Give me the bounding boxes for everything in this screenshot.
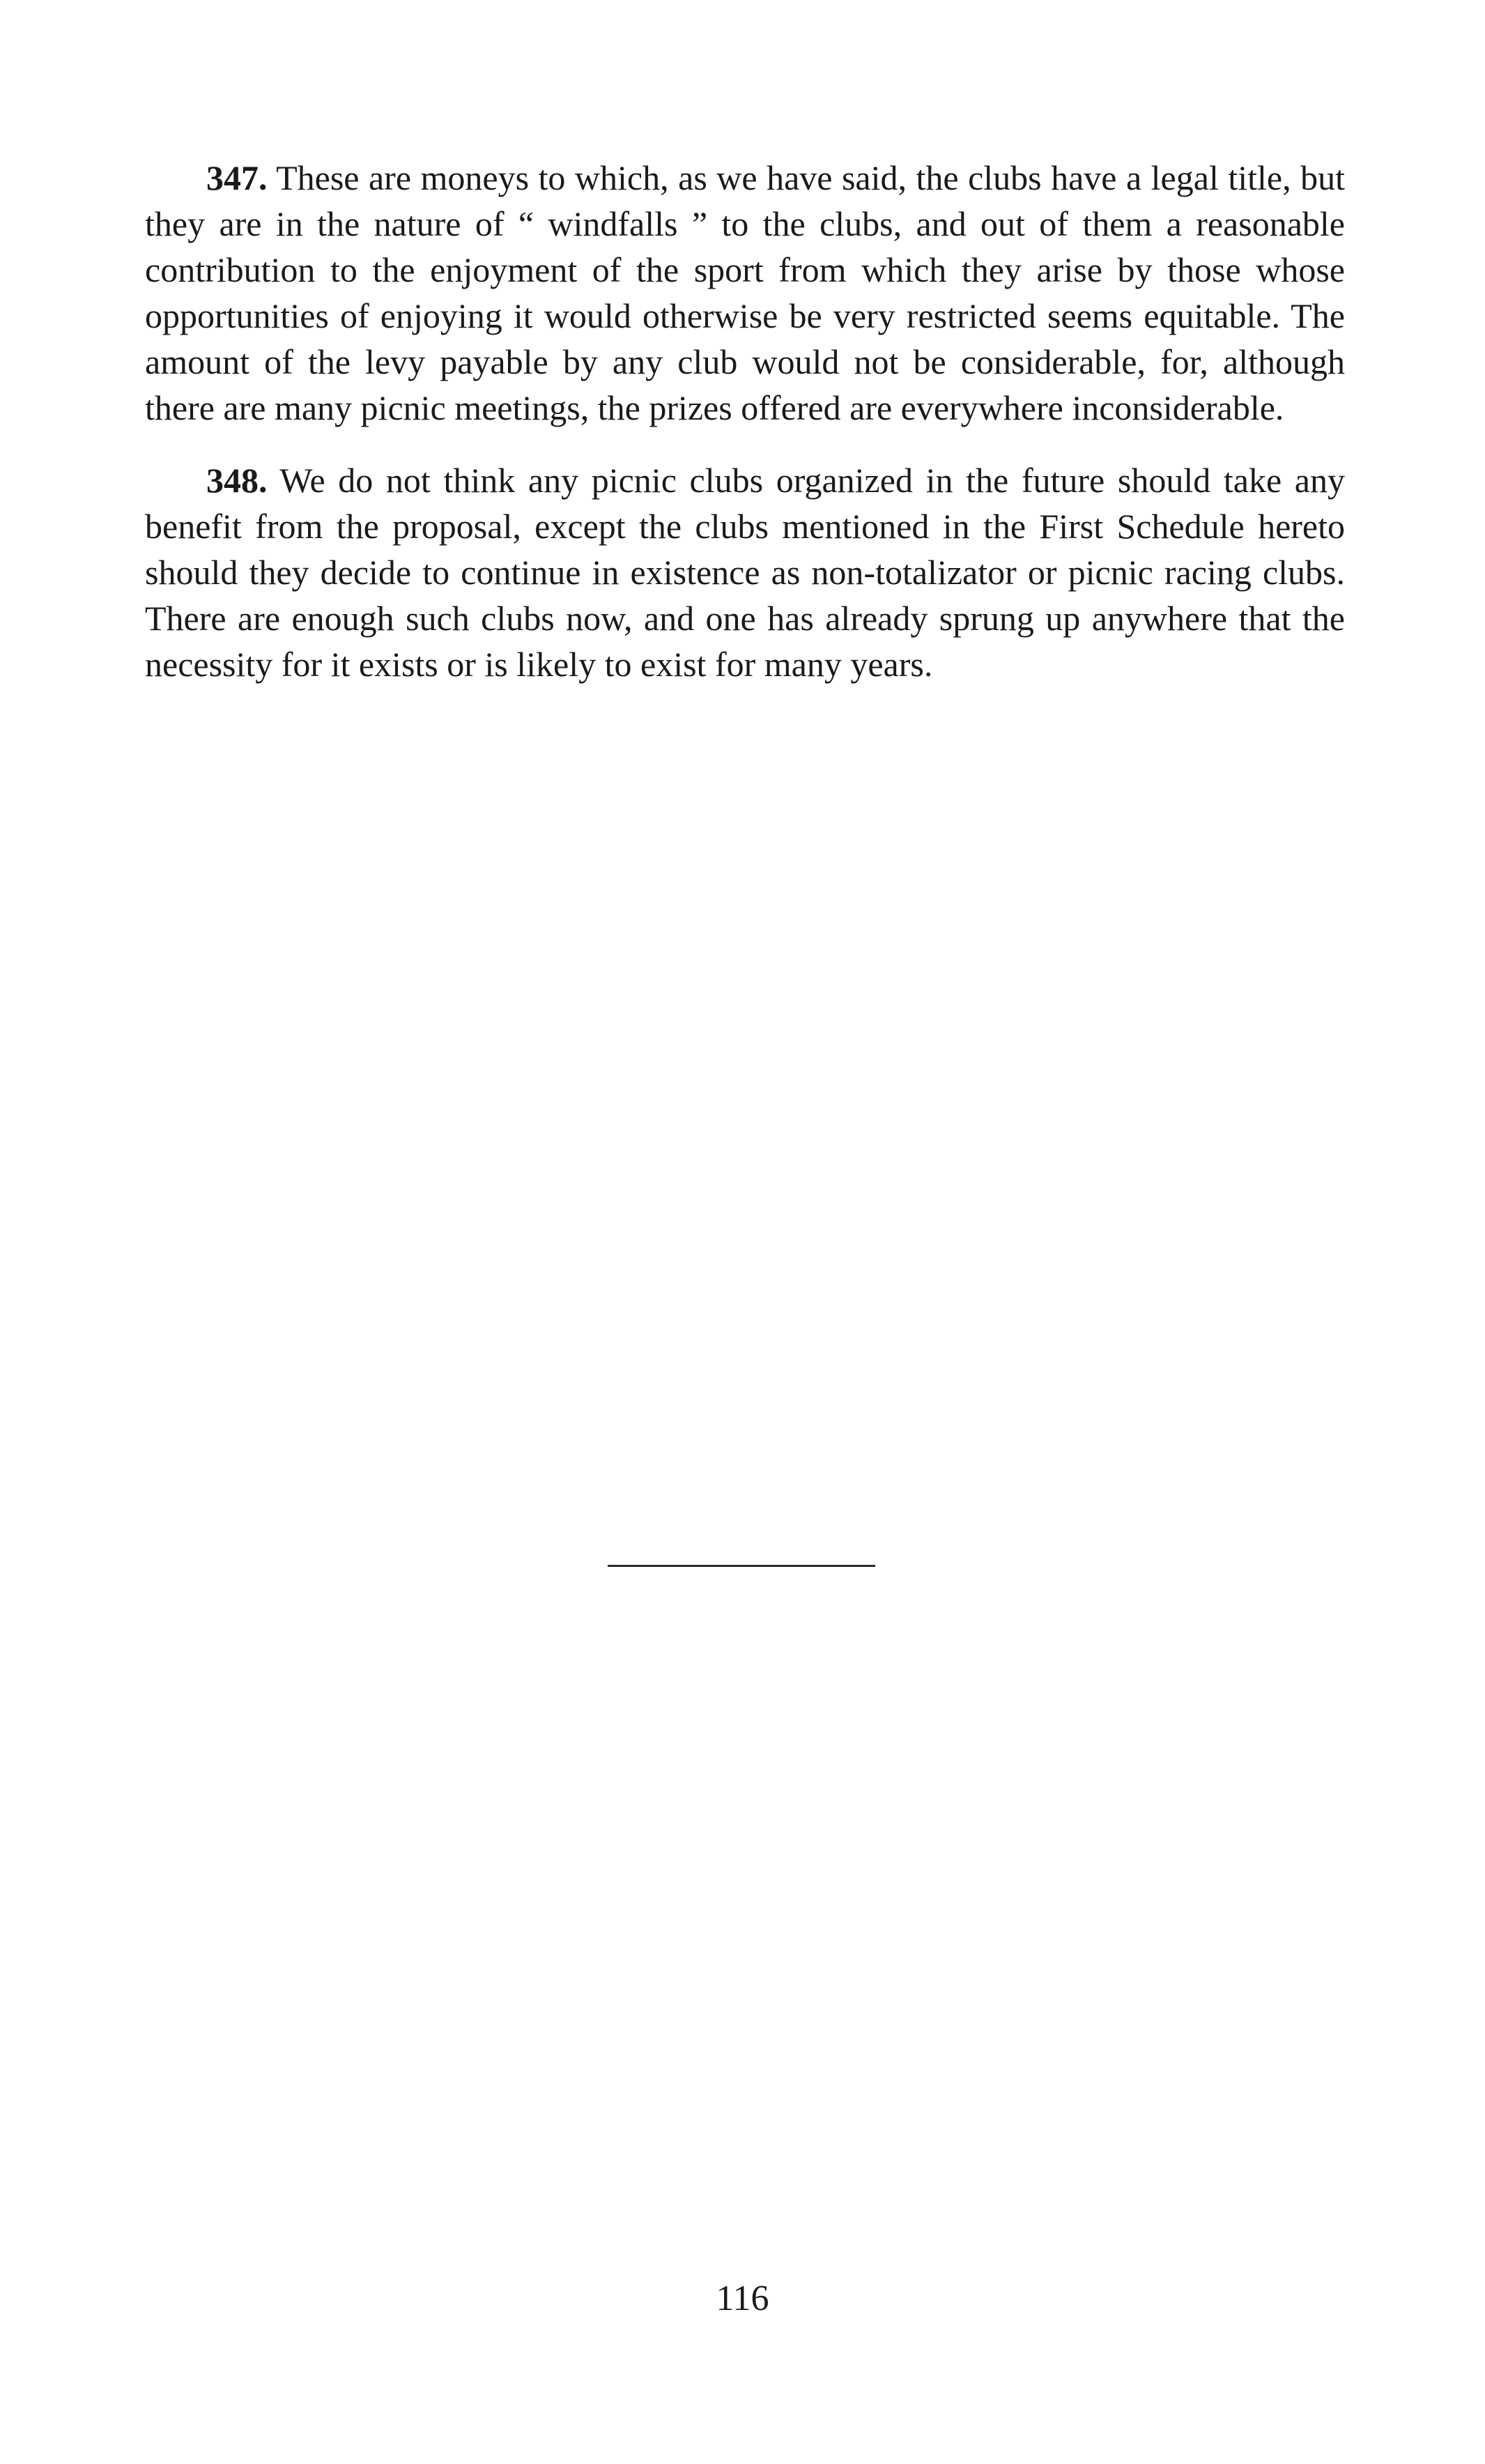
section-divider — [608, 1565, 875, 1567]
paragraph-text: We do not think any picnic clubs organized in the future should take any benefit from the proposal, except the clubs mentioned in the First Schedule hereto should they decide to continue in existence as non-totalizator or picnic racing clubs. There are enough such clubs now, and one has already sprung up anywhere that the necessity for it exists or is likely to exist for many years. — [145, 461, 1345, 684]
paragraph-347 — [145, 155, 1345, 431]
paragraph-number: 348. — [206, 461, 268, 500]
paragraph-text: These are moneys to which, as we have said, the clubs have a legal title, but they are in the nature of “ windfalls ” to the clubs, and out of them a reasonable contribution to the enjoyment of the sport from which they arise by those whose opportunities of enjoying it would otherwise be very restricted seems equitable. The amount of the levy payable by any club would not be considerable, for, although there are many picnic meetings, the prizes offered are everywhere inconsiderable. — [145, 158, 1345, 427]
paragraph-number: 347. — [206, 158, 268, 197]
paragraph-348 — [145, 457, 1345, 687]
body-text — [145, 155, 1345, 714]
page-number: 116 — [716, 2279, 769, 2318]
